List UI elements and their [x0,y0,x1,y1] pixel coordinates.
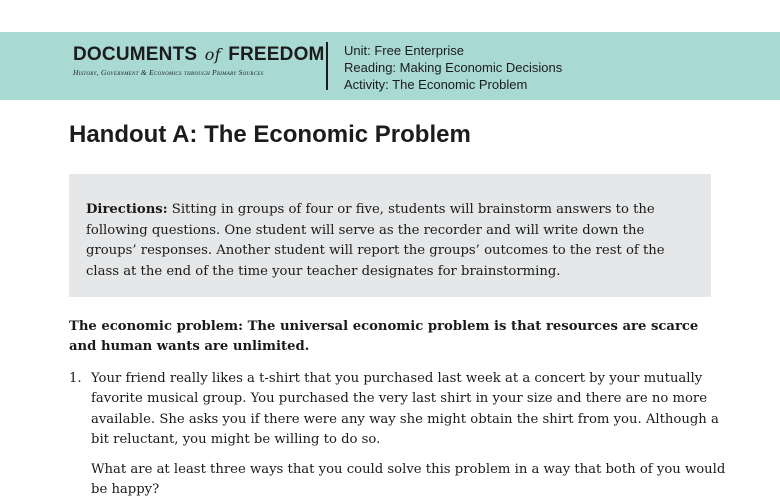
question-number: 1. [69,371,82,386]
question-followup: What are at least three ways that you could solve this problem in a way that both of you would be happy? [91,462,726,498]
question-text: Your friend really likes a t-shirt that you purchased last week at a concert by your mutually favorite musical group. You purchased the very last shirt in your size and there are no more available. She asks you if there were any way she might obtain the shirt from you. Although a bit reluctant, you might be willing to do so. [91,371,719,447]
brand-subtitle: History, Government & Economics through Primary Sources [73,68,264,77]
reading-label: Reading: Making Economic Decisions [344,60,563,75]
header-divider [326,42,328,90]
brand-title: DOCUMENTS of FREEDOM [73,44,325,65]
directions-text: Sitting in groups of four or five, students will brainstorm answers to the following questions. One student will serve as the recorder and will write down the groups’ responses. Another student will report the groups’ outcomes to the rest of the class at the end of the time your teacher designates for brainstorming. [86,202,665,279]
header-banner [0,32,780,100]
directions-box [69,174,711,297]
directions-label: Directions: [86,202,168,217]
question-item [69,369,729,501]
brand-logo [73,44,323,77]
unit-label: Unit: Free Enterprise [344,43,464,58]
economic-problem-statement: The economic problem: The universal economic problem is that resources are scarce and human wants are unlimited. [69,319,699,354]
unit-info [344,42,562,93]
activity-label: Activity: The Economic Problem [344,77,528,92]
page-title: Handout A: The Economic Problem [69,121,471,148]
